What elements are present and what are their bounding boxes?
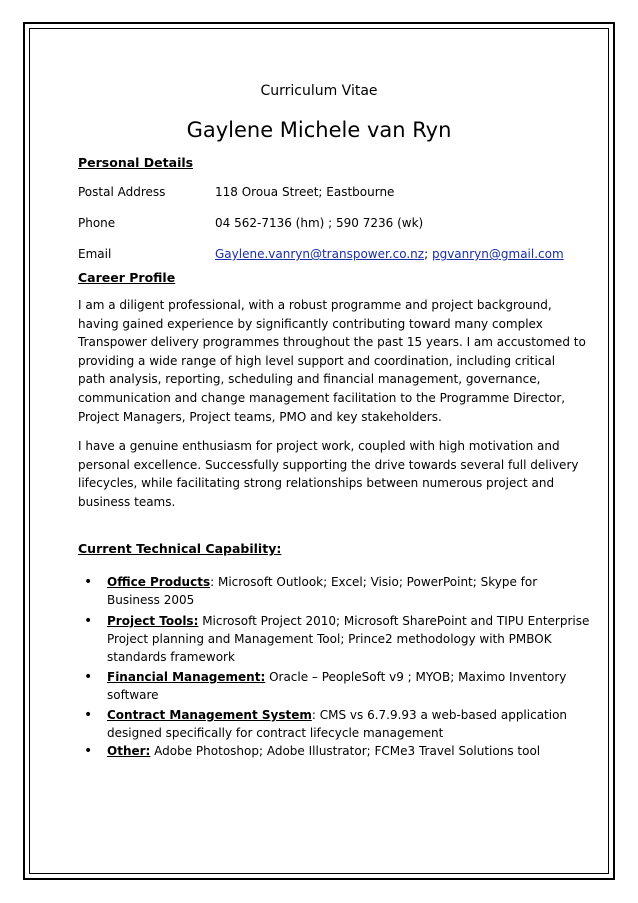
bullet-icon: •	[84, 574, 93, 590]
email-value	[215, 247, 564, 261]
paragraph-line: communication and change management facilitation to the Programme Director,	[78, 390, 566, 405]
career-profile-paragraph-2	[78, 437, 579, 511]
email-separator: ;	[424, 247, 429, 261]
bullet-icon: •	[84, 743, 93, 759]
paragraph-line: path analysis, reporting, scheduling and financial management, governance,	[78, 372, 541, 387]
personal-details-title: Personal Details	[78, 155, 194, 170]
paragraph-line: I have a genuine enthusiasm for project work, coupled with high motivation and	[78, 439, 560, 453]
capability-text: Oracle – PeopleSoft v9 ; MYOB; Maximo Inventory	[265, 670, 567, 684]
paragraph-line: having gained experience by significantly contributing toward many complex	[78, 316, 543, 331]
capability-item-other	[107, 742, 577, 760]
capability-heading: Financial Management:	[107, 670, 266, 684]
postal-address-value: 118 Oroua Street; Eastbourne	[215, 185, 395, 199]
capability-text: standards framework	[107, 650, 235, 665]
capability-heading: Other:	[107, 744, 151, 758]
career-profile-paragraph-1	[78, 296, 586, 426]
paragraph-line: personal excellence. Successfully supporting the drive towards several full delivery	[78, 457, 579, 472]
capability-item-project-tools	[107, 612, 590, 667]
capability-item-financial-management	[107, 668, 577, 704]
bullet-icon: •	[84, 613, 93, 629]
bullet-icon: •	[84, 669, 93, 685]
technical-capability-title: Current Technical Capability:	[78, 541, 282, 556]
capability-text: : Microsoft Outlook; Excel; Visio; PowerPoint; Skype for	[210, 575, 538, 589]
capability-text: designed specifically for contract lifecycle management	[107, 726, 444, 741]
capability-text: Project planning and Management Tool; Prince2 methodology with PMBOK	[107, 632, 552, 647]
capability-heading: Contract Management System	[107, 708, 312, 722]
email-link-primary[interactable]: Gaylene.vanryn@transpower.co.nz	[215, 247, 425, 261]
capability-heading: Project Tools:	[107, 614, 199, 628]
paragraph-line: Transpower delivery programmes throughout the past 15 years. I am accustomed to	[78, 335, 586, 350]
phone-label: Phone	[78, 216, 116, 230]
paragraph-line: business teams.	[78, 494, 176, 509]
capability-text: Adobe Photoshop; Adobe Illustrator; FCMe3 Travel Solutions tool	[150, 744, 541, 758]
capability-text: Business 2005	[107, 593, 195, 608]
career-profile-title: Career Profile	[78, 270, 176, 285]
bullet-icon: •	[84, 707, 93, 723]
postal-address-label: Postal Address	[78, 185, 166, 199]
capability-text: Microsoft Project 2010; Microsoft SharePoint and TIPU Enterprise	[198, 614, 590, 628]
paragraph-line: lifecycles, while facilitating strong relationships between numerous project and	[78, 476, 555, 491]
capability-heading: Office Products	[107, 575, 211, 589]
email-label: Email	[78, 247, 112, 261]
candidate-name: Gaylene Michele van Ryn	[186, 118, 452, 142]
email-link-secondary[interactable]: pgvanryn@gmail.com	[431, 247, 564, 261]
capability-text: : CMS vs 6.7.9.93 a web-based application	[311, 708, 568, 722]
paragraph-line: I am a diligent professional, with a robust programme and project background,	[78, 298, 552, 312]
capability-item-office-products	[107, 573, 577, 609]
paragraph-line: providing a wide range of high level support and coordination, including critical	[78, 353, 556, 368]
capability-item-contract-management	[107, 706, 577, 742]
phone-value: 04 562-7136 (hm) ; 590 7236 (wk)	[215, 216, 424, 230]
document-heading: Curriculum Vitae	[260, 83, 378, 99]
capability-text: software	[107, 688, 159, 703]
paragraph-line: Project Managers, Project teams, PMO and key stakeholders.	[78, 409, 442, 424]
